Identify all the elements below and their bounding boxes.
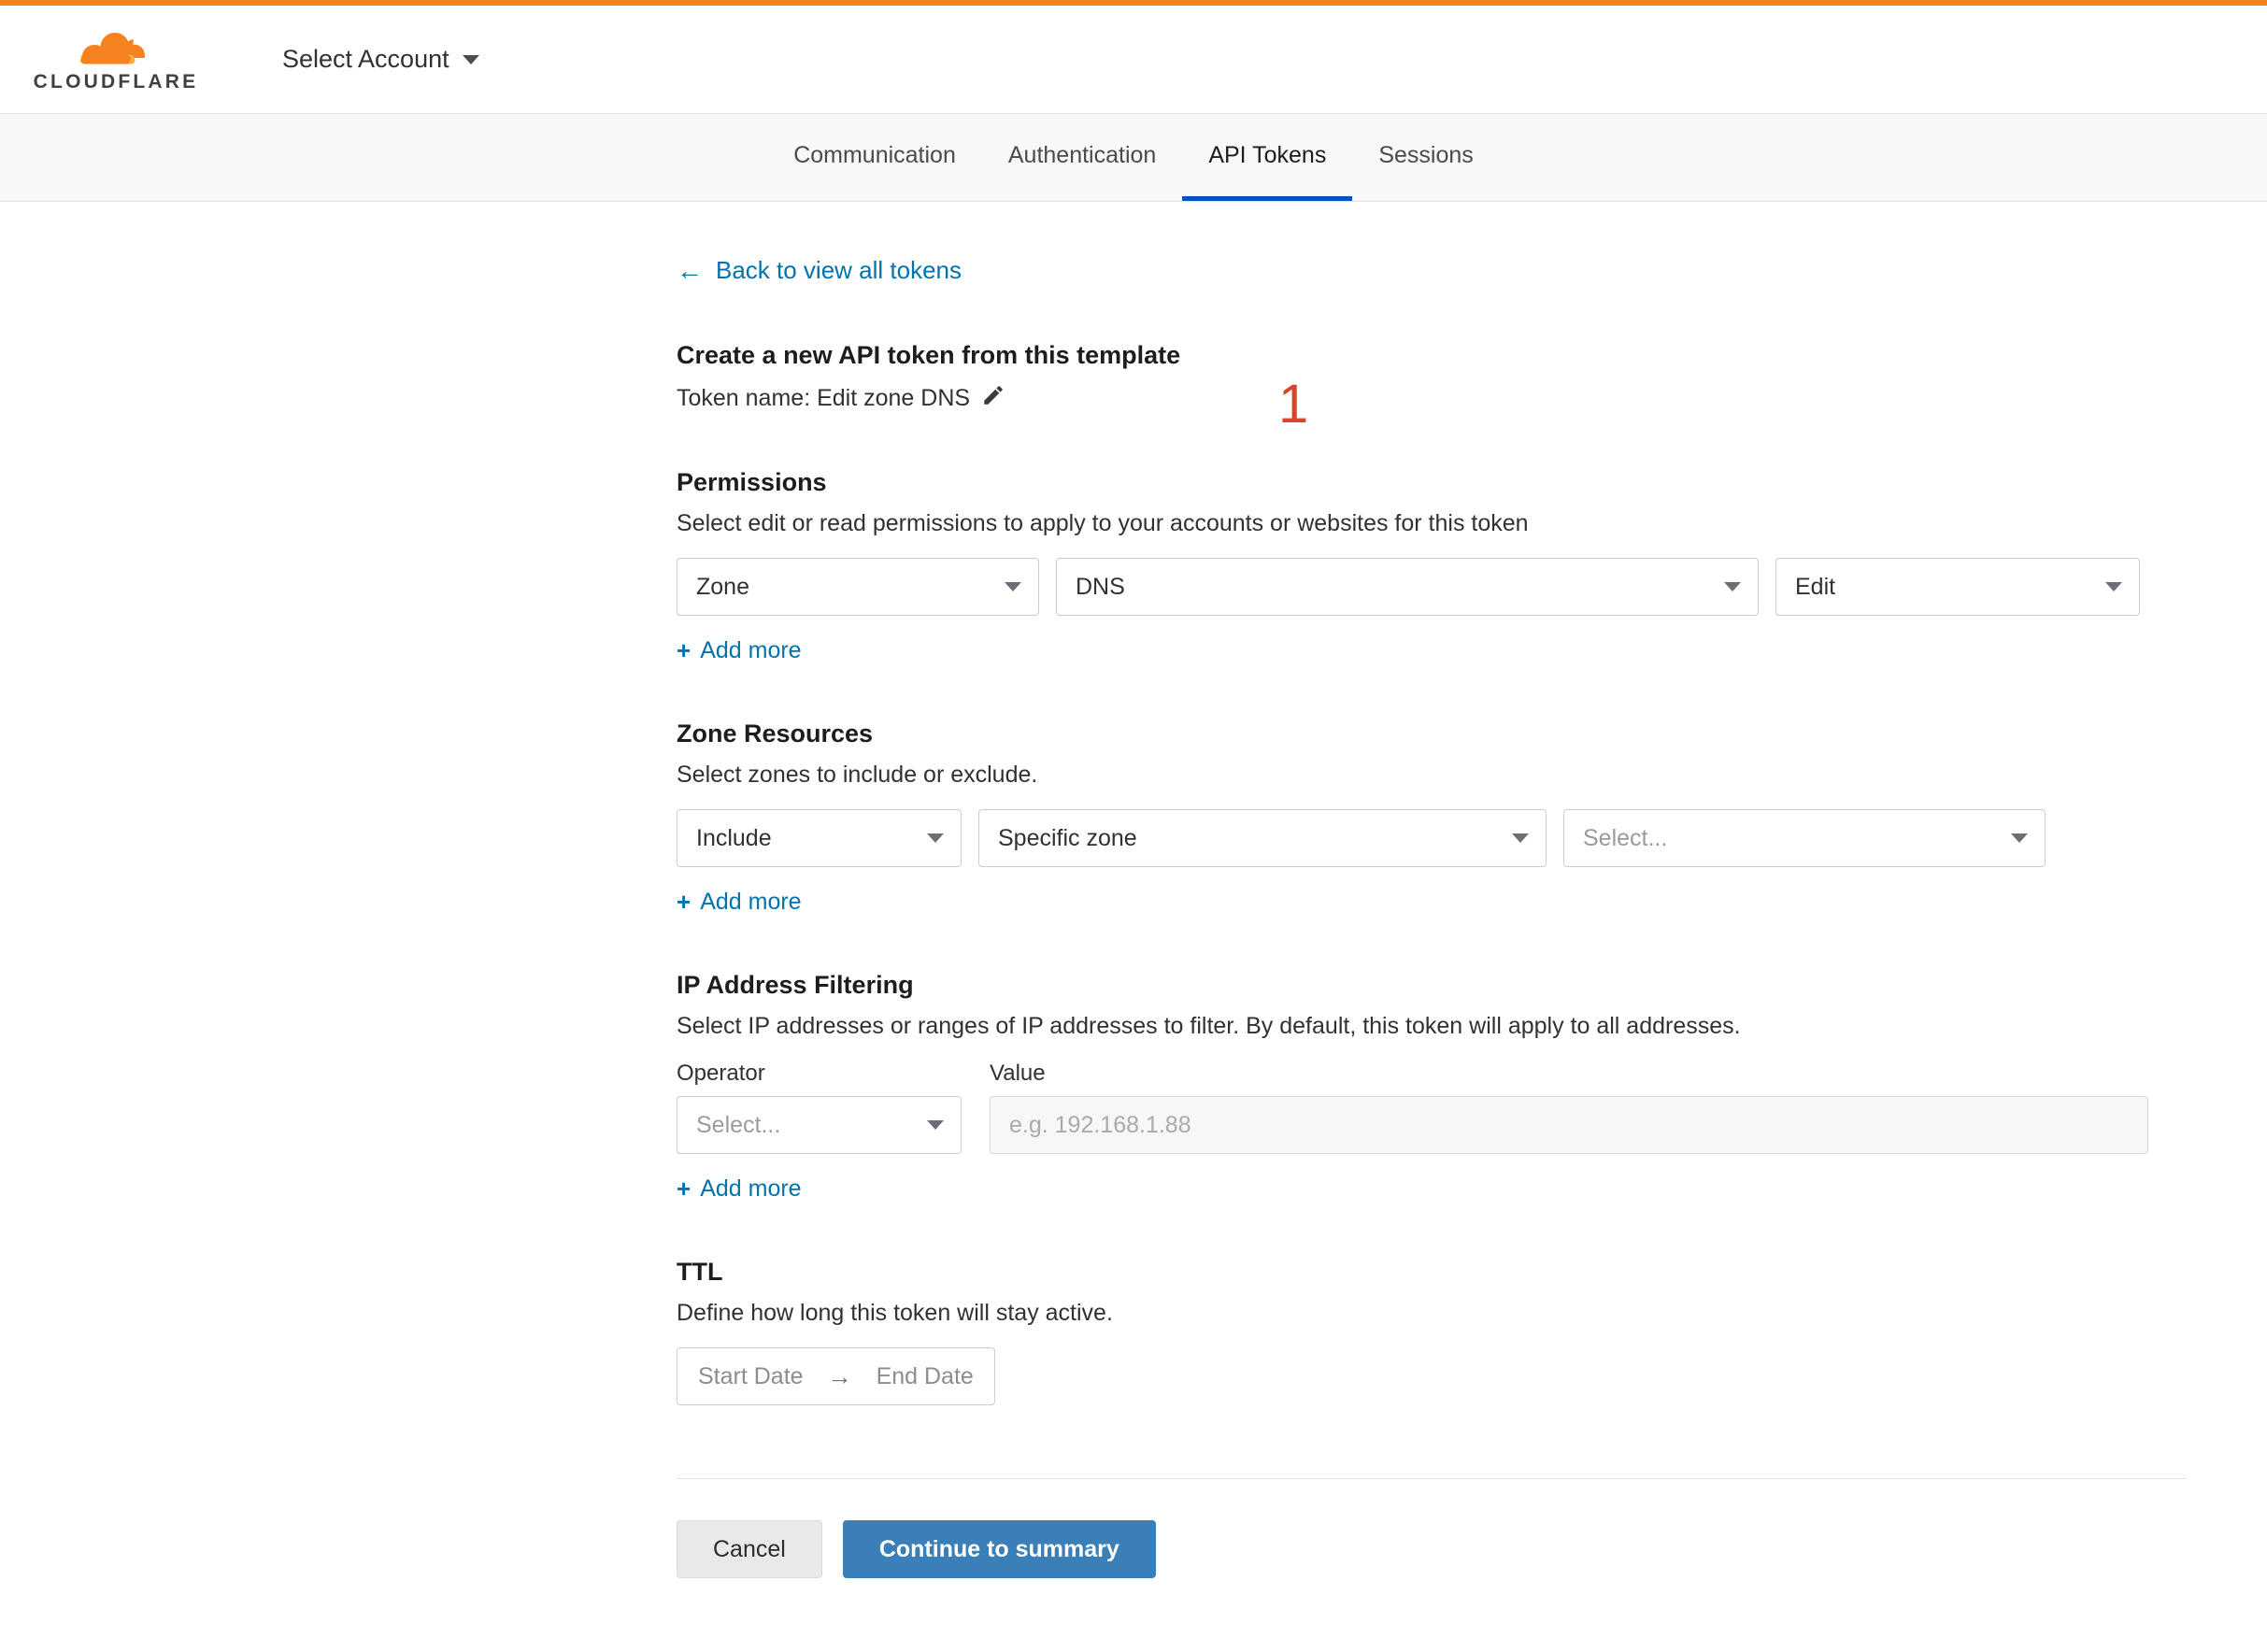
permission-scope-value: Zone <box>696 573 749 600</box>
tab-api-tokens[interactable] <box>1182 114 1352 201</box>
footer-divider <box>677 1478 2187 1479</box>
chevron-down-icon <box>927 833 944 843</box>
arrow-right-icon: → <box>827 1361 852 1390</box>
tab-authentication[interactable] <box>982 114 1182 201</box>
back-link-label: Back to view all tokens <box>716 256 962 284</box>
permissions-row <box>677 558 2267 616</box>
permissions-add-more-label: Add more <box>700 637 802 663</box>
cloudflare-wordmark: CLOUDFLARE <box>33 70 199 93</box>
plus-icon: + <box>677 1175 692 1203</box>
ip-value-input[interactable] <box>990 1096 2148 1154</box>
permissions-description: Select edit or read permissions to apply to your accounts or websites for this token <box>677 510 1529 536</box>
permission-access-value: Edit <box>1795 573 1836 600</box>
app-header <box>0 6 2267 114</box>
zone-inclusion-select[interactable] <box>677 809 962 867</box>
specific-zone-select[interactable] <box>1563 809 2046 867</box>
token-name-row <box>677 383 2267 414</box>
permissions-add-more-button[interactable] <box>677 636 802 665</box>
ttl-end-date[interactable]: End Date <box>876 1362 974 1389</box>
chevron-down-icon <box>1724 582 1741 591</box>
ip-filtering-section <box>677 971 2267 1203</box>
page-title: Create a new API token from this template <box>677 341 1181 369</box>
ip-filtering-add-more-button[interactable] <box>677 1175 802 1203</box>
arrow-left-icon: ← <box>677 255 703 285</box>
ip-operator-select[interactable] <box>677 1096 962 1154</box>
account-selector[interactable] <box>282 45 479 74</box>
ttl-description: Define how long this token will stay active. <box>677 1300 1113 1326</box>
form-footer <box>677 1520 2267 1625</box>
permissions-title: Permissions <box>677 468 827 496</box>
chevron-down-icon <box>463 55 479 64</box>
zone-resources-description: Select zones to include or exclude. <box>677 762 1038 788</box>
ip-filtering-title: IP Address Filtering <box>677 971 914 999</box>
permission-resource-value: DNS <box>1076 573 1125 600</box>
tab-api-tokens-label: API Tokens <box>1208 141 1327 168</box>
plus-icon: + <box>677 636 692 664</box>
step-number-1: 1 <box>1278 374 1309 434</box>
zone-type-value: Specific zone <box>998 824 1137 851</box>
permission-access-select[interactable] <box>1775 558 2140 616</box>
ttl-section <box>677 1258 2267 1405</box>
ttl-start-date[interactable]: Start Date <box>698 1362 804 1389</box>
specific-zone-value: Select... <box>1583 824 1668 851</box>
zone-resources-add-more-button[interactable] <box>677 888 802 917</box>
ip-filtering-description: Select IP addresses or ranges of IP addresses to filter. By default, this token will apply to all addresses. <box>677 1013 1741 1039</box>
zone-inclusion-value: Include <box>696 824 772 851</box>
ip-filtering-row <box>677 1061 2267 1154</box>
account-selector-label: Select Account <box>282 45 449 73</box>
value-label: Value <box>990 1061 1046 1086</box>
back-to-all-tokens-link[interactable] <box>677 256 962 285</box>
cloudflare-cloud-icon <box>65 26 166 69</box>
cancel-button-label: Cancel <box>713 1535 786 1562</box>
chevron-down-icon <box>1005 582 1021 591</box>
chevron-down-icon <box>2105 582 2122 591</box>
ttl-date-range-picker[interactable] <box>677 1347 995 1405</box>
zone-resources-section <box>677 719 2267 917</box>
chevron-down-icon <box>2011 833 2028 843</box>
chevron-down-icon <box>1512 833 1529 843</box>
tab-authentication-label: Authentication <box>1007 141 1157 168</box>
plus-icon: + <box>677 888 692 916</box>
ip-filtering-add-more-label: Add more <box>700 1175 802 1202</box>
permission-scope-select[interactable] <box>677 558 1039 616</box>
continue-button-label: Continue to summary <box>878 1535 1119 1562</box>
tab-communication[interactable] <box>767 114 982 201</box>
ip-value-placeholder: e.g. 192.168.1.88 <box>1009 1111 1191 1138</box>
tab-communication-label: Communication <box>793 141 956 168</box>
continue-to-summary-button[interactable] <box>843 1520 1156 1578</box>
permissions-section <box>677 468 2267 665</box>
tab-sessions[interactable] <box>1352 114 1499 201</box>
edit-pencil-icon[interactable] <box>981 383 1005 414</box>
token-name-label: Token name: Edit zone DNS <box>677 385 971 411</box>
zone-type-select[interactable] <box>978 809 1547 867</box>
cancel-button[interactable] <box>677 1520 822 1578</box>
zone-resources-row <box>677 809 2267 867</box>
chevron-down-icon <box>927 1120 944 1130</box>
zone-resources-title: Zone Resources <box>677 719 874 748</box>
permission-resource-select[interactable] <box>1056 558 1759 616</box>
ttl-title: TTL <box>677 1258 723 1286</box>
cloudflare-logo[interactable] <box>24 26 207 93</box>
ip-operator-value: Select... <box>696 1111 781 1138</box>
settings-tabs <box>0 114 2267 202</box>
zone-resources-add-more-label: Add more <box>700 889 802 915</box>
operator-label: Operator <box>677 1061 765 1086</box>
tab-sessions-label: Sessions <box>1378 141 1474 168</box>
main-content <box>0 202 2267 1625</box>
